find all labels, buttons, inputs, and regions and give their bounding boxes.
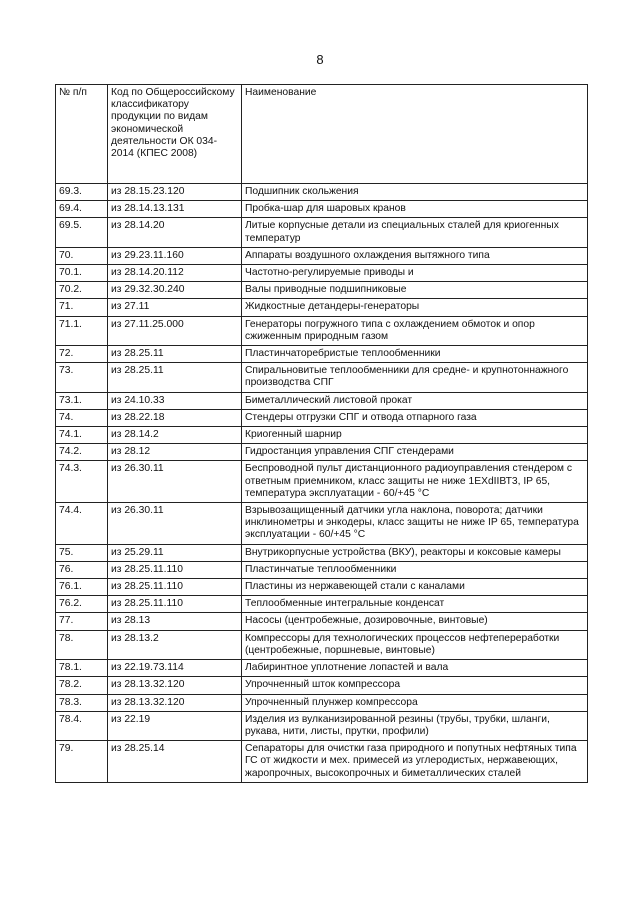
row-num: 74.3. bbox=[56, 461, 108, 503]
row-num: 72. bbox=[56, 346, 108, 363]
row-num: 73. bbox=[56, 363, 108, 392]
row-num: 73.1. bbox=[56, 392, 108, 409]
table-row bbox=[56, 561, 588, 578]
row-name: Взрывозащищенный датчики угла наклона, поворота; датчики инклинометры и энкодеры, класс защиты не ниже IP 65, температура эксплуатации - 60/+45 °С bbox=[242, 503, 588, 545]
row-name: Гидростанция управления СПГ стендерами bbox=[242, 444, 588, 461]
header-name: Наименование bbox=[242, 85, 588, 184]
table-row bbox=[56, 409, 588, 426]
row-num: 70.2. bbox=[56, 282, 108, 299]
row-num: 76.1. bbox=[56, 579, 108, 596]
table-row bbox=[56, 579, 588, 596]
row-name: Частотно-регулируемые приводы и bbox=[242, 265, 588, 282]
row-num: 69.5. bbox=[56, 218, 108, 247]
row-name: Упрочненный шток компрессора bbox=[242, 677, 588, 694]
row-num: 74.2. bbox=[56, 444, 108, 461]
row-code: из 22.19.73.114 bbox=[108, 660, 242, 677]
row-name: Пластины из нержавеющей стали с каналами bbox=[242, 579, 588, 596]
table-row bbox=[56, 694, 588, 711]
row-num: 77. bbox=[56, 613, 108, 630]
table-body bbox=[56, 184, 588, 783]
row-num: 74.4. bbox=[56, 503, 108, 545]
table-row bbox=[56, 265, 588, 282]
row-num: 74. bbox=[56, 409, 108, 426]
row-num: 78.3. bbox=[56, 694, 108, 711]
row-code: из 28.25.11.110 bbox=[108, 596, 242, 613]
row-num: 78. bbox=[56, 630, 108, 659]
row-name: Теплообменные интегральные конденсат bbox=[242, 596, 588, 613]
header-code: Код по Общероссийскому классификатору продукции по видам экономической деятельности ОК 034-2014 (КПЕС 2008) bbox=[108, 85, 242, 184]
table-header-row bbox=[56, 85, 588, 184]
table-row bbox=[56, 299, 588, 316]
table-row bbox=[56, 247, 588, 264]
row-name: Насосы (центробежные, дозировочные, винтовые) bbox=[242, 613, 588, 630]
table-row bbox=[56, 660, 588, 677]
row-code: из 29.23.11.160 bbox=[108, 247, 242, 264]
table-row bbox=[56, 461, 588, 503]
row-code: из 28.14.20.112 bbox=[108, 265, 242, 282]
row-name: Изделия из вулканизированной резины (трубы, трубки, шланги, рукава, нити, листы, прутки, профили) bbox=[242, 711, 588, 740]
row-name: Упрочненный плунжер компрессора bbox=[242, 694, 588, 711]
row-num: 71.1. bbox=[56, 316, 108, 345]
row-code: из 27.11 bbox=[108, 299, 242, 316]
row-name: Подшипник скольжения bbox=[242, 184, 588, 201]
row-code: из 28.12 bbox=[108, 444, 242, 461]
row-code: из 28.22.18 bbox=[108, 409, 242, 426]
table-row bbox=[56, 711, 588, 740]
row-num: 74.1. bbox=[56, 427, 108, 444]
header-num: № п/п bbox=[56, 85, 108, 184]
row-code: из 28.15.23.120 bbox=[108, 184, 242, 201]
row-num: 78.1. bbox=[56, 660, 108, 677]
table-row bbox=[56, 677, 588, 694]
row-num: 70.1. bbox=[56, 265, 108, 282]
page-number: 8 bbox=[316, 52, 324, 67]
row-num: 70. bbox=[56, 247, 108, 264]
row-num: 76.2. bbox=[56, 596, 108, 613]
table-row bbox=[56, 503, 588, 545]
row-name: Жидкостные детандеры-генераторы bbox=[242, 299, 588, 316]
row-name: Пластинчатые теплообменники bbox=[242, 561, 588, 578]
row-name: Генераторы погружного типа с охлаждением обмоток и опор сжиженным природным газом bbox=[242, 316, 588, 345]
row-code: из 25.29.11 bbox=[108, 544, 242, 561]
row-code: из 28.14.2 bbox=[108, 427, 242, 444]
row-code: из 28.25.11.110 bbox=[108, 561, 242, 578]
row-code: из 26.30.11 bbox=[108, 503, 242, 545]
table-row bbox=[56, 596, 588, 613]
row-name: Криогенный шарнир bbox=[242, 427, 588, 444]
row-code: из 29.32.30.240 bbox=[108, 282, 242, 299]
table-row bbox=[56, 444, 588, 461]
table-row bbox=[56, 613, 588, 630]
row-code: из 28.25.14 bbox=[108, 741, 242, 783]
row-name: Компрессоры для технологических процессов нефтепереработки (центробежные, поршневые, винтовые) bbox=[242, 630, 588, 659]
row-num: 75. bbox=[56, 544, 108, 561]
table-row bbox=[56, 218, 588, 247]
row-name: Биметаллический листовой прокат bbox=[242, 392, 588, 409]
row-code: из 28.14.20 bbox=[108, 218, 242, 247]
table-row bbox=[56, 363, 588, 392]
row-code: из 27.11.25.000 bbox=[108, 316, 242, 345]
row-name: Пластинчаторебристые теплообменники bbox=[242, 346, 588, 363]
row-name: Внутрикорпусные устройства (ВКУ), реакторы и коксовые камеры bbox=[242, 544, 588, 561]
row-num: 69.4. bbox=[56, 201, 108, 218]
row-name: Спиральновитые теплообменники для средне- и крупнотоннажного производства СПГ bbox=[242, 363, 588, 392]
row-code: из 28.25.11.110 bbox=[108, 579, 242, 596]
row-code: из 28.25.11 bbox=[108, 363, 242, 392]
table-row bbox=[56, 392, 588, 409]
row-num: 69.3. bbox=[56, 184, 108, 201]
row-name: Валы приводные подшипниковые bbox=[242, 282, 588, 299]
table-row bbox=[56, 544, 588, 561]
table-row bbox=[56, 201, 588, 218]
row-name: Литые корпусные детали из специальных сталей для криогенных температур bbox=[242, 218, 588, 247]
row-name: Аппараты воздушного охлаждения вытяжного типа bbox=[242, 247, 588, 264]
row-num: 71. bbox=[56, 299, 108, 316]
table-row bbox=[56, 630, 588, 659]
row-code: из 24.10.33 bbox=[108, 392, 242, 409]
row-code: из 28.14.13.131 bbox=[108, 201, 242, 218]
row-code: из 28.13.2 bbox=[108, 630, 242, 659]
row-code: из 26.30.11 bbox=[108, 461, 242, 503]
row-num: 78.4. bbox=[56, 711, 108, 740]
table-row bbox=[56, 427, 588, 444]
row-name: Сепараторы для очистки газа природного и попутных нефтяных типа ГС от жидкости и мех. примесей из углеродистых, нержавеющих, жаропрочных, высокопрочных и биметаллических сталей bbox=[242, 741, 588, 783]
row-code: из 28.25.11 bbox=[108, 346, 242, 363]
row-name: Стендеры отгрузки СПГ и отвода отпарного газа bbox=[242, 409, 588, 426]
row-name: Беспроводной пульт дистанционного радиоуправления стендером с ответным приемником, класс защиты не ниже 1ЕХdIIВТ3, IP 65, температура эксплуатации - 60/+45 °С bbox=[242, 461, 588, 503]
row-code: из 28.13.32.120 bbox=[108, 677, 242, 694]
row-code: из 22.19 bbox=[108, 711, 242, 740]
table-row bbox=[56, 184, 588, 201]
table-row bbox=[56, 346, 588, 363]
table-row bbox=[56, 741, 588, 783]
row-name: Пробка-шар для шаровых кранов bbox=[242, 201, 588, 218]
product-table bbox=[55, 84, 588, 783]
row-num: 78.2. bbox=[56, 677, 108, 694]
row-code: из 28.13 bbox=[108, 613, 242, 630]
row-name: Лабиринтное уплотнение лопастей и вала bbox=[242, 660, 588, 677]
table-row bbox=[56, 282, 588, 299]
table-row bbox=[56, 316, 588, 345]
row-code: из 28.13.32.120 bbox=[108, 694, 242, 711]
row-num: 76. bbox=[56, 561, 108, 578]
row-num: 79. bbox=[56, 741, 108, 783]
